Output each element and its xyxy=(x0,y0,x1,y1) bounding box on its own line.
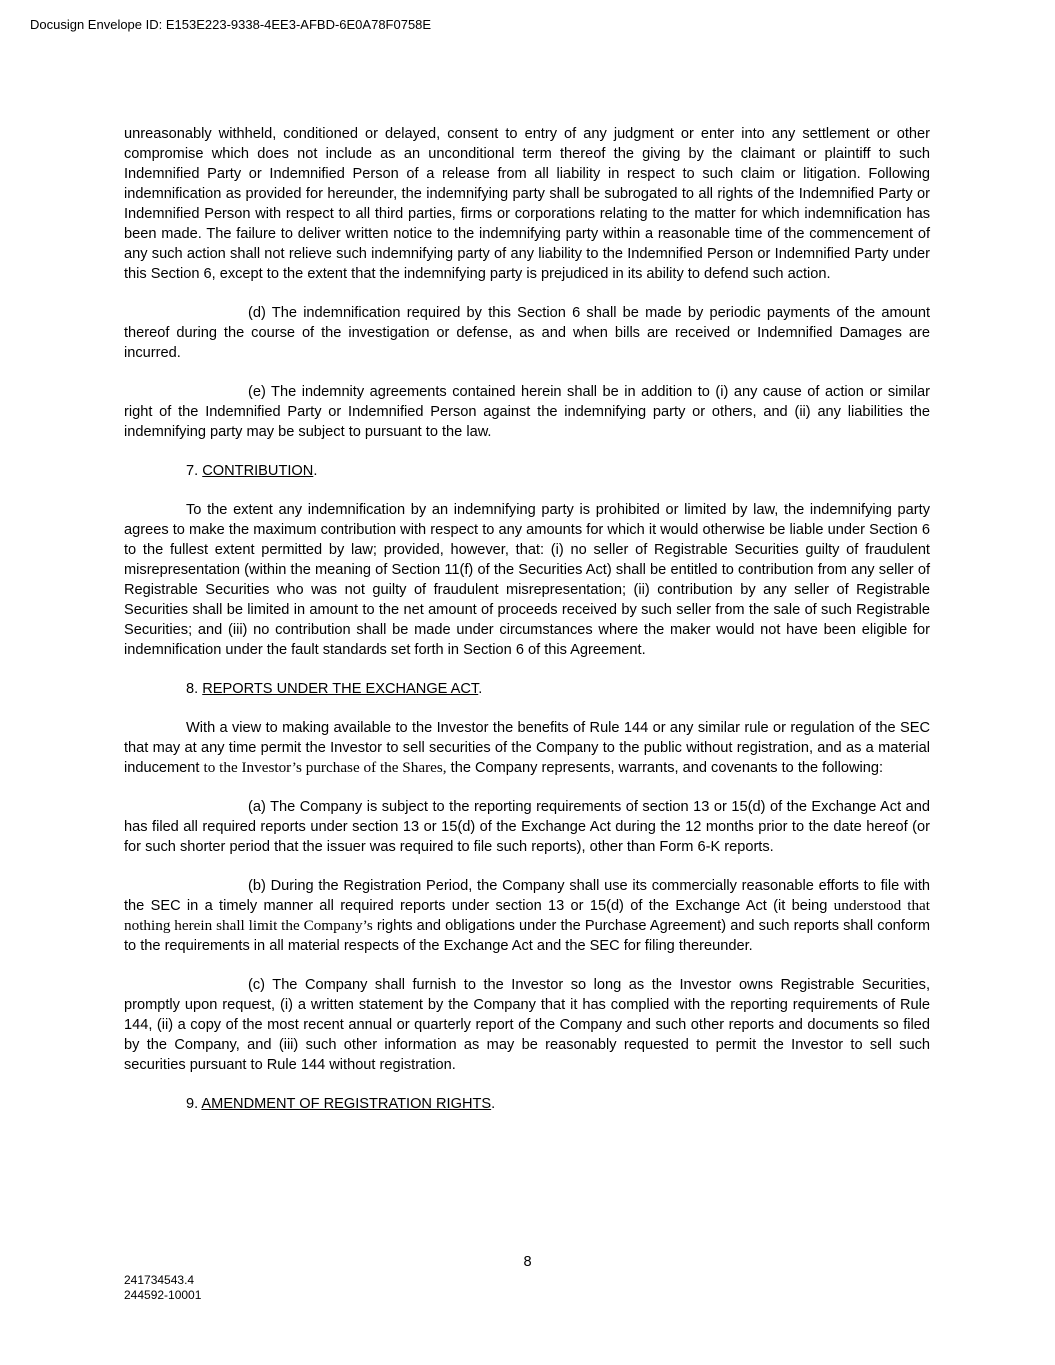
heading-period: . xyxy=(313,463,318,479)
section-number: 9. xyxy=(186,1096,199,1112)
text-run-serif: understood that nothing herein shall limit the Company’s xyxy=(124,897,930,934)
section-title: CONTRIBUTION xyxy=(202,463,314,479)
text-run-serif: to the Investor’s purchase of the Shares, xyxy=(203,759,447,776)
paragraph-indemnification-continued: unreasonably withheld, conditioned or delayed, consent to entry of any judgment or enter into any settlement or other compromise which does not include as an unconditional term thereof the giving by the claimant or plaintiff to such Indemnified Party or Indemnified Person of a release from all liability in respect to such claim or litigation. Following indemnification as provided for hereunder, the indemnifying party shall be subrogated to all rights of the Indemnified Party or Indemnified Person with respect to all third parties, firms or corporations relating to the matter for which indemnification has been made. The failure to deliver written notice to the indemnifying party within a reasonable time of the commencement of any such action shall not relieve such indemnifying party of any liability to the Indemnified Person or Indemnified Party under this Section 6, except to the extent that the indemnifying party is prejudiced in its ability to defend such action. xyxy=(124,126,930,282)
text-run: With a view to making available to the Investor the benefits of Rule 144 or any similar rule or regulation of the SEC that may at any time permit the Investor to sell securities of the Company to the public without registration, and as a material inducement xyxy=(124,720,930,776)
section-number: 7. xyxy=(186,463,199,479)
heading-period: . xyxy=(478,681,483,697)
section-8-heading xyxy=(124,679,930,699)
section-title: AMENDMENT OF REGISTRATION RIGHTS xyxy=(201,1096,492,1112)
paragraph-6d: (d) The indemnification required by this Section 6 shall be made by periodic payments of the amount thereof during the course of the investigation or defense, as and when bills are received or Indemnified Damages are incurred. xyxy=(124,305,930,361)
paragraph-contribution: To the extent any indemnification by an indemnifying party is prohibited or limited by law, the indemnifying party agrees to make the maximum contribution with respect to any amounts for which it would otherwise be liable under Section 6 to the fullest extent permitted by law; provided, however, that: (i) no seller of Registrable Securities guilty of fraudulent misrepresentation (within the meaning of Section 11(f) of the Securities Act) shall be entitled to contribution from any seller of Registrable Securities who was not guilty of fraudulent misrepresentation; (ii) contribution by any seller of Registrable Securities shall be limited in amount to the net amount of proceeds received by such seller from the sale of such Registrable Securities; and (iii) no contribution shall be made under circumstances where the maker would not have been eligible for indemnification under the fault standards set forth in Section 6 of this Agreement. xyxy=(124,502,930,658)
envelope-id-header: Docusign Envelope ID: E153E223-9338-4EE3-AFBD-6E0A78F0758E xyxy=(30,17,432,32)
document-body xyxy=(124,124,930,1114)
text-run: the Company represents, warrants, and covenants to the following: xyxy=(446,760,884,776)
section-number: 8. xyxy=(186,681,199,697)
page-number: 8 xyxy=(523,1254,532,1270)
section-title: REPORTS UNDER THE EXCHANGE ACT xyxy=(202,681,479,697)
section-9-heading xyxy=(124,1094,930,1114)
paragraph-8a: (a) The Company is subject to the reporting requirements of section 13 or 15(d) of the Exchange Act and has filed all required reports under section 13 or 15(d) of the Exchange Act during the 12 months prior to the date hereof (or for such shorter period that the issuer was required to file such reports), other than Form 6-K reports. xyxy=(124,799,930,855)
heading-period: . xyxy=(491,1096,496,1112)
document-identifiers xyxy=(124,1273,201,1303)
paragraph-8b xyxy=(124,876,930,956)
text-run: rights and obligations under the Purchase Agreement) and such reports shall conform to the requirements in all material respects of the Exchange Act and the SEC for filing thereunder. xyxy=(124,918,930,954)
paragraph-8c: (c) The Company shall furnish to the Investor so long as the Investor owns Registrable Securities, promptly upon request, (i) a written statement by the Company that it has complied with the reporting requirements of Rule 144, (ii) a copy of the most recent annual or quarterly report of the Company and such other reports and documents so filed by the Company, and (iii) such other information as may be reasonably requested to permit the Investor to sell such securities pursuant to Rule 144 without registration. xyxy=(124,977,930,1073)
paragraph-8-intro xyxy=(124,718,930,778)
section-7-heading xyxy=(124,461,930,481)
doc-id-line: 244592-10001 xyxy=(124,1288,202,1302)
paragraph-6e: (e) The indemnity agreements contained herein shall be in addition to (i) any cause of action or similar right of the Indemnified Party or Indemnified Person against the indemnifying party or others, and (ii) any liabilities the indemnifying party may be subject to pursuant to the law. xyxy=(124,384,930,440)
text-run: (b) During the Registration Period, the Company shall use its commercially reasonable efforts to file with the SEC in a timely manner all required reports under section 13 or 15(d) of the Exchange Act (it being xyxy=(124,878,930,914)
doc-id-line: 241734543.4 xyxy=(124,1273,195,1287)
